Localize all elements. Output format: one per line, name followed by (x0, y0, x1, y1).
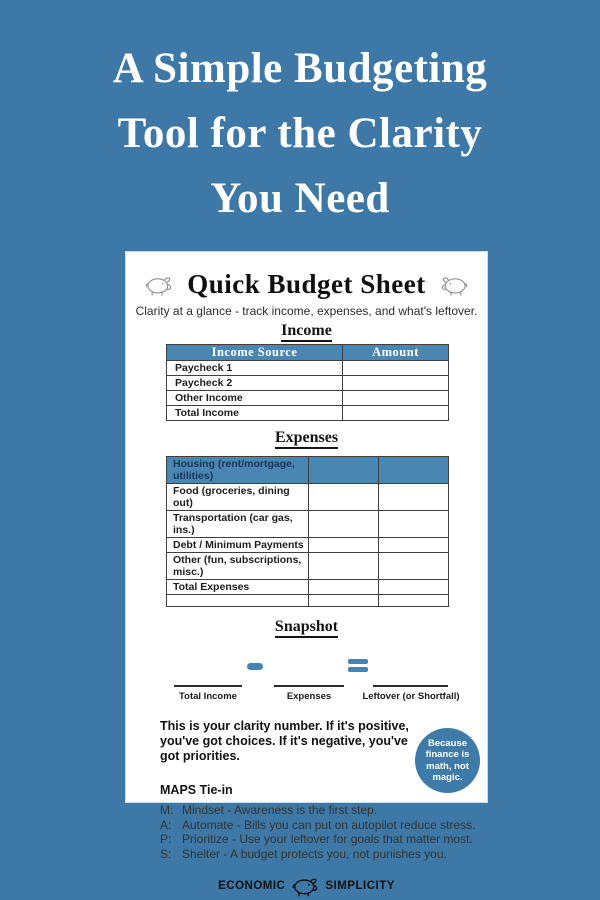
expense-cell[interactable] (379, 484, 449, 511)
expense-cell[interactable] (379, 553, 449, 580)
snapshot-equation (126, 636, 487, 704)
income-table-header-row (167, 345, 449, 361)
maps-letter: A: (160, 817, 172, 832)
expense-cell[interactable] (309, 457, 379, 484)
expense-cell[interactable] (379, 580, 449, 595)
brand-logo (126, 874, 487, 897)
expense-row-label (167, 595, 309, 607)
income-amount-cell[interactable] (343, 376, 449, 391)
table-row (167, 580, 449, 595)
expense-row-label: Debt / Minimum Payments (167, 538, 309, 553)
maps-tie-in-heading: MAPS Tie-in (160, 783, 233, 797)
income-row-label: Total Income (167, 406, 343, 421)
amount-header: Amount (343, 345, 449, 361)
income-heading: Income (126, 322, 487, 340)
expense-cell[interactable] (379, 511, 449, 538)
snapshot-label: Expenses (286, 691, 332, 702)
piggy-bank-icon (290, 874, 320, 897)
expense-cell[interactable] (379, 595, 449, 607)
hero-title-line: A Simple Budgeting (112, 45, 488, 92)
list-item (160, 847, 487, 862)
budget-sheet-card (125, 251, 488, 892)
expenses-heading: Expenses (126, 429, 487, 447)
hero-title-line: You Need (210, 175, 390, 222)
table-row (167, 538, 449, 553)
table-row (167, 376, 449, 391)
table-row (167, 361, 449, 376)
list-item (160, 803, 487, 818)
maps-letter: S: (160, 846, 172, 861)
table-row (167, 391, 449, 406)
expense-row-label: Other (fun, subscriptions, misc.) (167, 553, 309, 580)
income-amount-cell[interactable] (343, 391, 449, 406)
list-item (160, 832, 487, 847)
expense-row-label: Total Expenses (167, 580, 309, 595)
expense-cell[interactable] (309, 511, 379, 538)
expense-row-label: Food (groceries, dining out) (167, 484, 309, 511)
total-income-blank-line (174, 685, 242, 687)
income-row-label: Paycheck 1 (167, 361, 343, 376)
expense-cell[interactable] (309, 538, 379, 553)
card-title: Quick Budget Sheet (187, 269, 426, 299)
expense-cell[interactable] (309, 580, 379, 595)
table-row (167, 553, 449, 580)
finance-math-badge: Because finance is math, not magic. (415, 728, 480, 793)
equals-icon (348, 659, 368, 675)
expenses-table-header-row (167, 457, 449, 484)
table-row (167, 595, 449, 607)
list-item (160, 818, 487, 833)
table-row (167, 406, 449, 421)
maps-text: Shelter - A budget protects you, not punishes you. (182, 846, 447, 861)
maps-text: Mindset - Awareness is the first step. (182, 803, 378, 817)
clarity-note: This is your clarity number. If it's positive, you've got choices. If it's negative, you've got priorities. (160, 719, 409, 763)
brand-left-text: ECONOMIC (218, 879, 286, 892)
maps-list (160, 803, 487, 861)
income-table (166, 344, 449, 421)
card-header (126, 269, 487, 300)
snapshot-label: Leftover (or Shortfall) (362, 691, 460, 702)
maps-letter: M: (160, 803, 174, 817)
card-subtitle: Clarity at a glance - track income, expenses, and what's leftover. (135, 304, 478, 318)
brand-right-text: SIMPLICITY (325, 879, 395, 892)
expense-cell[interactable] (379, 538, 449, 553)
expense-cell[interactable] (379, 457, 449, 484)
expense-cell[interactable] (309, 595, 379, 607)
expenses-blank-line (274, 685, 344, 687)
maps-letter: P: (160, 832, 172, 847)
maps-text: Prioritize - Use your leftover for goals that matter most. (182, 832, 473, 847)
income-source-header: Income Source (167, 345, 343, 361)
hero-title-line: Tool for the Clarity (117, 110, 483, 157)
income-amount-cell[interactable] (343, 361, 449, 376)
expenses-table (166, 456, 449, 607)
expense-row-label: Transportation (car gas, ins.) (167, 511, 309, 538)
notes-section (126, 719, 487, 861)
piggy-bank-icon (143, 273, 174, 296)
income-amount-cell[interactable] (343, 406, 449, 421)
expense-category-header: Housing (rent/mortgage, utilities) (167, 457, 309, 484)
snapshot-heading: Snapshot (126, 618, 487, 636)
expense-cell[interactable] (309, 553, 379, 580)
piggy-bank-icon (439, 273, 470, 296)
leftover-blank-line (373, 685, 448, 687)
income-row-label: Other Income (167, 391, 343, 406)
table-row (167, 484, 449, 511)
expense-cell[interactable] (309, 484, 379, 511)
income-row-label: Paycheck 2 (167, 376, 343, 391)
table-row (167, 511, 449, 538)
snapshot-label: Total Income (179, 691, 237, 702)
minus-icon (247, 663, 263, 670)
maps-text: Automate - Bills you can put on autopilot reduce stress. (182, 817, 476, 832)
hero-title (0, 36, 600, 231)
